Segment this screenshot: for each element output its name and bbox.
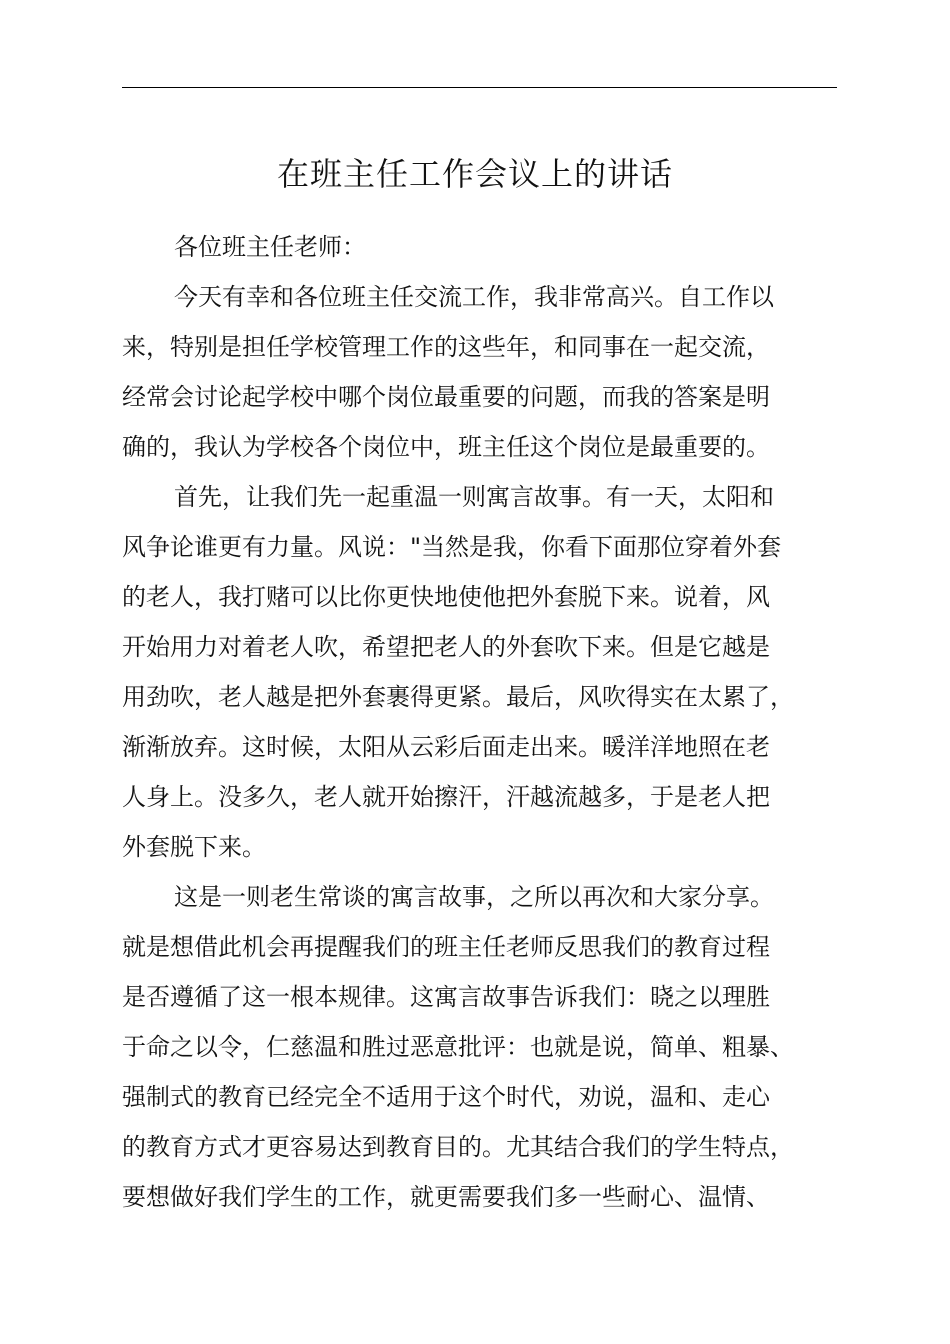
document-title: 在班主任工作会议上的讲话 [276, 155, 673, 193]
text-line: 是否遵循了这一根本规律。这寓言故事告诉我们：晓之以理胜 [122, 983, 770, 1011]
text-line: 渐渐放弃。这时候，太阳从云彩后面走出来。暖洋洋地照在老 [122, 733, 770, 761]
text-line: 人身上。没多久，老人就开始擦汗，汗越流越多，于是老人把 [122, 783, 770, 811]
document-body [122, 222, 842, 1222]
text-line: 要想做好我们学生的工作，就更需要我们多一些耐心、温情、 [122, 1183, 770, 1211]
text-line: 风争论谁更有力量。风说："当然是我，你看下面那位穿着外套 [122, 533, 782, 561]
salutation-line: 各位班主任老师： [174, 233, 366, 261]
text-line: 外套脱下来。 [122, 833, 266, 861]
text-line: 首先，让我们先一起重温一则寓言故事。有一天，太阳和 [174, 483, 774, 511]
text-line: 确的，我认为学校各个岗位中，班主任这个岗位是最重要的。 [122, 433, 770, 461]
text-line: 经常会讨论起学校中哪个岗位最重要的问题，而我的答案是明 [122, 383, 770, 411]
text-line: 于命之以令，仁慈温和胜过恶意批评：也就是说，简单、粗暴、 [122, 1033, 794, 1061]
text-line: 来，特别是担任学校管理工作的这些年，和同事在一起交流， [122, 333, 770, 361]
text-line: 的教育方式才更容易达到教育目的。尤其结合我们的学生特点， [122, 1133, 794, 1161]
text-line: 这是一则老生常谈的寓言故事，之所以再次和大家分享。 [174, 883, 774, 911]
text-line: 今天有幸和各位班主任交流工作，我非常高兴。自工作以 [174, 283, 774, 311]
text-line: 强制式的教育已经完全不适用于这个时代，劝说，温和、走心 [122, 1083, 770, 1111]
text-line: 用劲吹，老人越是把外套裹得更紧。最后，风吹得实在太累了， [122, 683, 794, 711]
text-line: 就是想借此机会再提醒我们的班主任老师反思我们的教育过程 [122, 933, 770, 961]
header-divider [122, 87, 837, 88]
text-line: 开始用力对着老人吹，希望把老人的外套吹下来。但是它越是 [122, 633, 770, 661]
text-line: 的老人，我打赌可以比你更快地使他把外套脱下来。说着，风 [122, 583, 770, 611]
